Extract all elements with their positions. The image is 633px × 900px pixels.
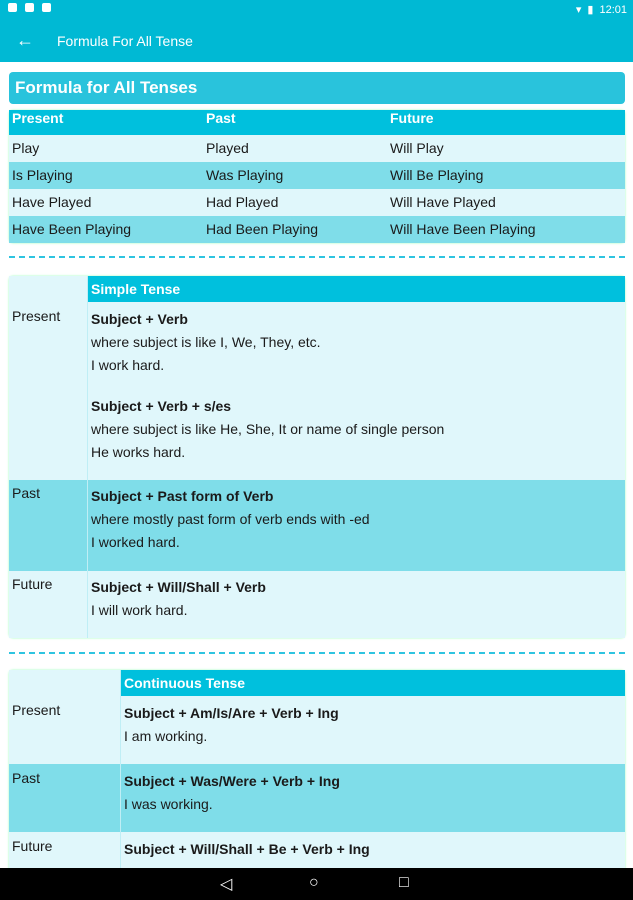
blank-header-cell [9,276,88,302]
table-row [9,135,625,162]
continuous-tense-table [9,670,625,868]
formula-cell [88,480,626,571]
formula: Subject + Will/Shall + Verb [91,579,266,595]
page-title: Formula For All Tense [57,33,193,49]
formula-description: where subject is like I, We, They, etc. [91,334,321,350]
content-scroll[interactable] [0,62,633,868]
row-label: Past [9,764,121,832]
formula-example: I was working. [124,796,213,812]
formula: Subject + Verb [91,311,188,327]
simple-tense-table [9,276,625,638]
home-nav-icon[interactable]: ○ [309,874,319,891]
formula: Subject + Past form of Verb [91,488,274,504]
app-bar [0,20,633,62]
table-cell: Had Played [203,189,387,216]
simple-tense-title: Simple Tense [88,276,626,302]
row-label: Past [9,480,88,571]
formula-example: I work hard. [91,357,165,373]
status-bar [0,0,633,20]
formula-example: I worked hard. [91,534,180,550]
table-row [9,216,625,243]
signal-icon: ▾ [575,4,582,16]
notification-icon [8,3,17,12]
table-cell: Have Been Playing [9,216,203,243]
table-cell: Play [9,135,203,162]
table-cell: Had Been Playing [203,216,387,243]
divider [9,652,625,654]
table-row [9,764,625,832]
formula-description: where mostly past form of verb ends with -ed [91,511,370,527]
notification-icon [25,3,34,12]
table-cell: Have Played [9,189,203,216]
continuous-tense-card [9,670,625,868]
formula-example: I am working. [124,728,208,744]
table-row [9,302,625,480]
formula: Subject + Was/Were + Verb + Ing [124,773,340,789]
formula: Subject + Verb + s/es [91,398,232,414]
header-present: Present [9,110,203,135]
back-nav-icon[interactable]: ◁ [220,876,233,893]
formula: Subject + Will/Shall + Be + Verb + Ing [124,841,370,857]
formula-cell [121,696,626,764]
row-label: Present [9,302,88,480]
formula-cell [88,302,626,480]
status-time: 12:01 [599,3,627,16]
all-tenses-table-card [9,110,625,243]
formula-example: I will work hard. [91,602,188,618]
all-tenses-table [9,110,625,243]
section-heading: Formula for All Tenses [9,72,625,104]
table-cell: Played [203,135,387,162]
back-arrow-icon[interactable]: ← [16,30,34,50]
battery-icon: ▮ [587,4,594,16]
table-row [9,480,625,571]
continuous-tense-title: Continuous Tense [121,670,626,696]
table-row [9,189,625,216]
row-label: Future [9,571,88,638]
table-cell: Will Have Been Playing [387,216,625,243]
formula-example: He works hard. [91,444,186,460]
table-cell: Will Play [387,135,625,162]
table-cell: Will Have Played [387,189,625,216]
formula: Subject + Am/Is/Are + Verb + Ing [124,705,339,721]
formula-cell [88,571,626,638]
formula-description: where subject is like He, She, It or name of single person [91,421,445,437]
divider [9,256,625,258]
system-nav-bar [0,868,633,900]
row-label: Future [9,832,121,868]
table-row [9,696,625,764]
table-row [9,162,625,189]
formula-cell [121,764,626,832]
header-future: Future [387,110,625,135]
header-past: Past [203,110,387,135]
blank-header-cell [9,670,121,696]
notification-icon [42,3,51,12]
table-cell: Was Playing [203,162,387,189]
simple-tense-card [9,276,625,638]
table-row [9,832,625,868]
table-cell: Will Be Playing [387,162,625,189]
table-row [9,571,625,638]
formula-cell [121,832,626,868]
recents-nav-icon[interactable]: □ [399,874,409,891]
table-cell: Is Playing [9,162,203,189]
row-label: Present [9,696,121,764]
